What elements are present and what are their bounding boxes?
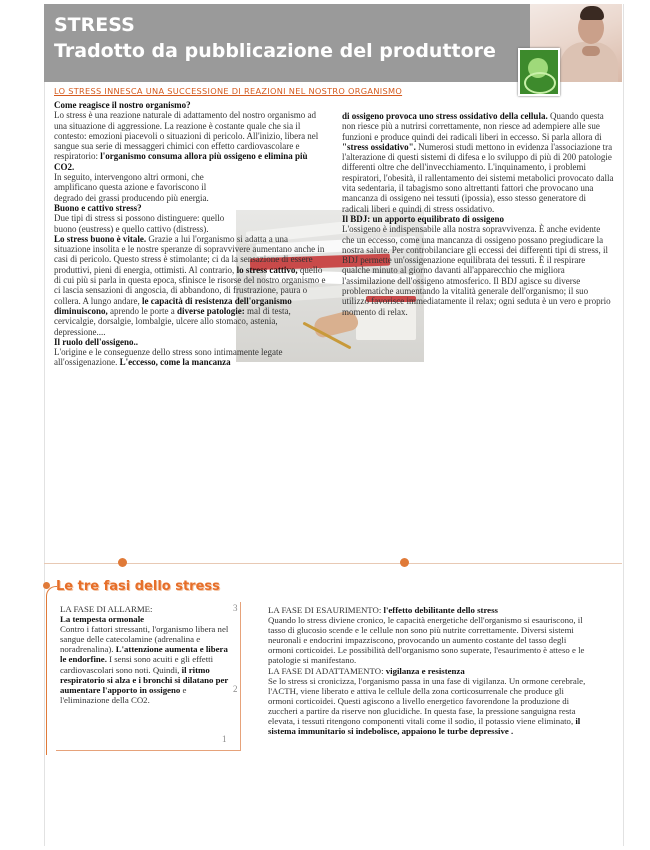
- exhaustion-adaptation-text: [268, 605, 588, 736]
- header-title: [54, 12, 496, 64]
- title-subtitle: Tradotto da pubblicazione del produttore: [54, 40, 496, 62]
- alarm-phase-text: [60, 604, 230, 705]
- wrapped-text-left: [54, 172, 232, 234]
- section-kicker: LO STRESS INNESCA UNA SUCCESSIONE DI REAZIONI NEL NOSTRO ORGANISMO: [54, 86, 403, 96]
- paragraph-good-bad: Due tipi di stress si possono distinguere: quello buono (eustress) e quello cattivo (distress).: [54, 213, 225, 234]
- subhead-bdj: Il BDJ: un apporto equilibrato di ossigeno: [342, 213, 505, 224]
- subhead-reaction: Come reagisce il nostro organismo?: [54, 100, 191, 110]
- exhaustion-heading: LA FASE DI ESAURIMENTO: l'effetto debilitante dello stress: [268, 605, 498, 615]
- phases-title: Le tre fasi dello stress: [56, 579, 220, 594]
- divider-dot: [400, 558, 409, 567]
- alarm-phase-subheading: La tempesta ormonale: [60, 614, 145, 625]
- adaptation-paragraph: Se lo stress si cronicizza, l'organismo passa in una fase di vigilanza. Un ormone cerebrale, l'ACTH, viene liberato e attiva le cellule della zona corticosurrenale che produce gli ormoni corticoidei. Questi agiscono a livello energetico favorendone la produzione di zuccheri a partire da riserve non glucidiche. In questa fase, la pressione sanguigna resta elevata, i tessuti ritengono componenti vitali come il sodio, il potassio viene eliminato, il sistema immunitario si indebolisce, appaiono le turbe depressive .: [268, 675, 586, 737]
- phase-number-3: 3: [233, 603, 238, 613]
- left-article-column: [54, 100, 326, 368]
- title-stress: STRESS: [54, 14, 135, 36]
- paragraph-oxidative: di ossigeno provoca uno stress ossidativo della cellula. Quando questa non riesce più a nutrirsi correttamente, non riesce ad adempiere alle sue funzioni e produce quindi dei radicali liberi in eccesso. Si parla allora di "stress ossidativo". Numerosi studi mettono in evidenza l'associazione tra l'alterazione di questi sistemi di difesa e lo sviluppo di più di 200 patologie differenti oltre che dell'invecchiamento. L'inquinamento, i problemi respiratori, l'obesità, il rallentamento dei sistemi metabolici provocato dalla vita sedentaria, il tabagismo sono altrettanti fattori che provocano una mancanza di ossigeno nei tessuti (ipossia), esso stesso generatore di radicali liberi e quindi di stress ossidativo.: [342, 111, 614, 214]
- right-article-column: [342, 111, 614, 317]
- exhaustion-paragraph: Quando lo stress diviene cronico, le capacità energetiche dell'organismo si esauriscono, il tasso di glucosio scende e le cellule non sono più nutrite correttamente. Diversi sistemi neuronali e endocrini impazziscono, provocando un aumento costante del tasso degli ormoni corticoidei. Le possibilità dell'organismo sono superate, l'esaurimento è atteso e le patologie si manifestano.: [268, 615, 585, 666]
- phase-number-1: 1: [222, 734, 227, 744]
- alarm-phase-heading: LA FASE DI ALLARME:: [60, 604, 153, 614]
- section-divider: [44, 563, 622, 564]
- paragraph-hormones: In seguito, intervengono altri ormoni, che amplificano questa azione e favoriscono il degrado dei grassi producendo più energia.: [54, 172, 209, 203]
- phase-number-2: 2: [233, 684, 238, 694]
- paragraph-oxygen-role: L'origine e le conseguenze dello stress sono intimamente legate all'ossigenazione. L'eccesso, come la mancanza: [54, 347, 283, 368]
- subhead-good-bad: Buono e cattivo stress?: [54, 202, 142, 213]
- paragraph-bdj: L'ossigeno è indispensabile alla nostra sopravvivenza. È anche evidente che un eccesso, come una mancanza di ossigeno possano pregiudicare la nostra salute. Per controbilanciare gli eccessi dei differenti tipi di stress, il BDJ permette un'ossigenazione equilibrata dei tessuti. È il respirare qualche minuto al giorno davanti all'apparecchio che migliora l'assimilazione dell'ossigeno atmosferico. Il BDJ agisce su diverse problematiche aumentando la vitalità generale dell'organismo; il suo utilizzo favorisce immediatamente il relax; ogni seduta è un vero e proprio momento di relax.: [342, 224, 611, 317]
- adaptation-heading: LA FASE DI ADATTAMENTO: vigilanza e resistenza: [268, 665, 465, 676]
- alarm-paragraph: Contro i fattori stressanti, l'organismo libera nel sangue delle catecolamine (adrenalina e noradrenalina). L'attenzione aumenta e libera le endorfine. I sensi sono acuiti e gli effetti cardiovascolari sono noti. Quindi, il ritmo respiratorio si alza e i bronchi si dilatano per aumentare l'apporto in ossigeno e l'eliminazione della CO2.: [60, 624, 229, 705]
- subhead-oxygen-role: Il ruolo dell'ossigeno..: [54, 336, 139, 347]
- paragraph-reaction: Lo stress è una reazione naturale di adattamento del nostro organismo ad una situazione di aggressione. La reazione è costante quale che sia il contesto: emozioni piacevoli o situazioni di pericolo. All'inizio, libera nel sangue sua serie di messaggeri chimici con effetto cardiovascolare e respiratorio: l'organismo consuma allora più ossigeno e elimina più CO2.: [54, 110, 319, 172]
- divider-dot: [118, 558, 127, 567]
- paragraph-good-stress: Lo stress buono è vitale. Grazie a lui l'organismo si adatta a una situazione insolita e le nostre speranze di sopravvivere aumentano anche in casi di pericolo. Questo stress è stimolante; ci da la sensazione di essere produttivi, pieni di energia, ottimisti. Al contrario, lo stress cattivo, quello di cui più si parla in questa epoca, sfinisce le risorse del nostro organismo e ci lascia sensazioni di angoscia, di abbandono, di frustrazione, paura o collera. A lungo andare, le capacità di resistenza dell'organismo diminuiscono, aprendo le porte a diverse patologie: mal di testa, cervicalgie, dorsalgie, lombalgie, ulcere allo stomaco, astenia, depressione....: [54, 233, 326, 337]
